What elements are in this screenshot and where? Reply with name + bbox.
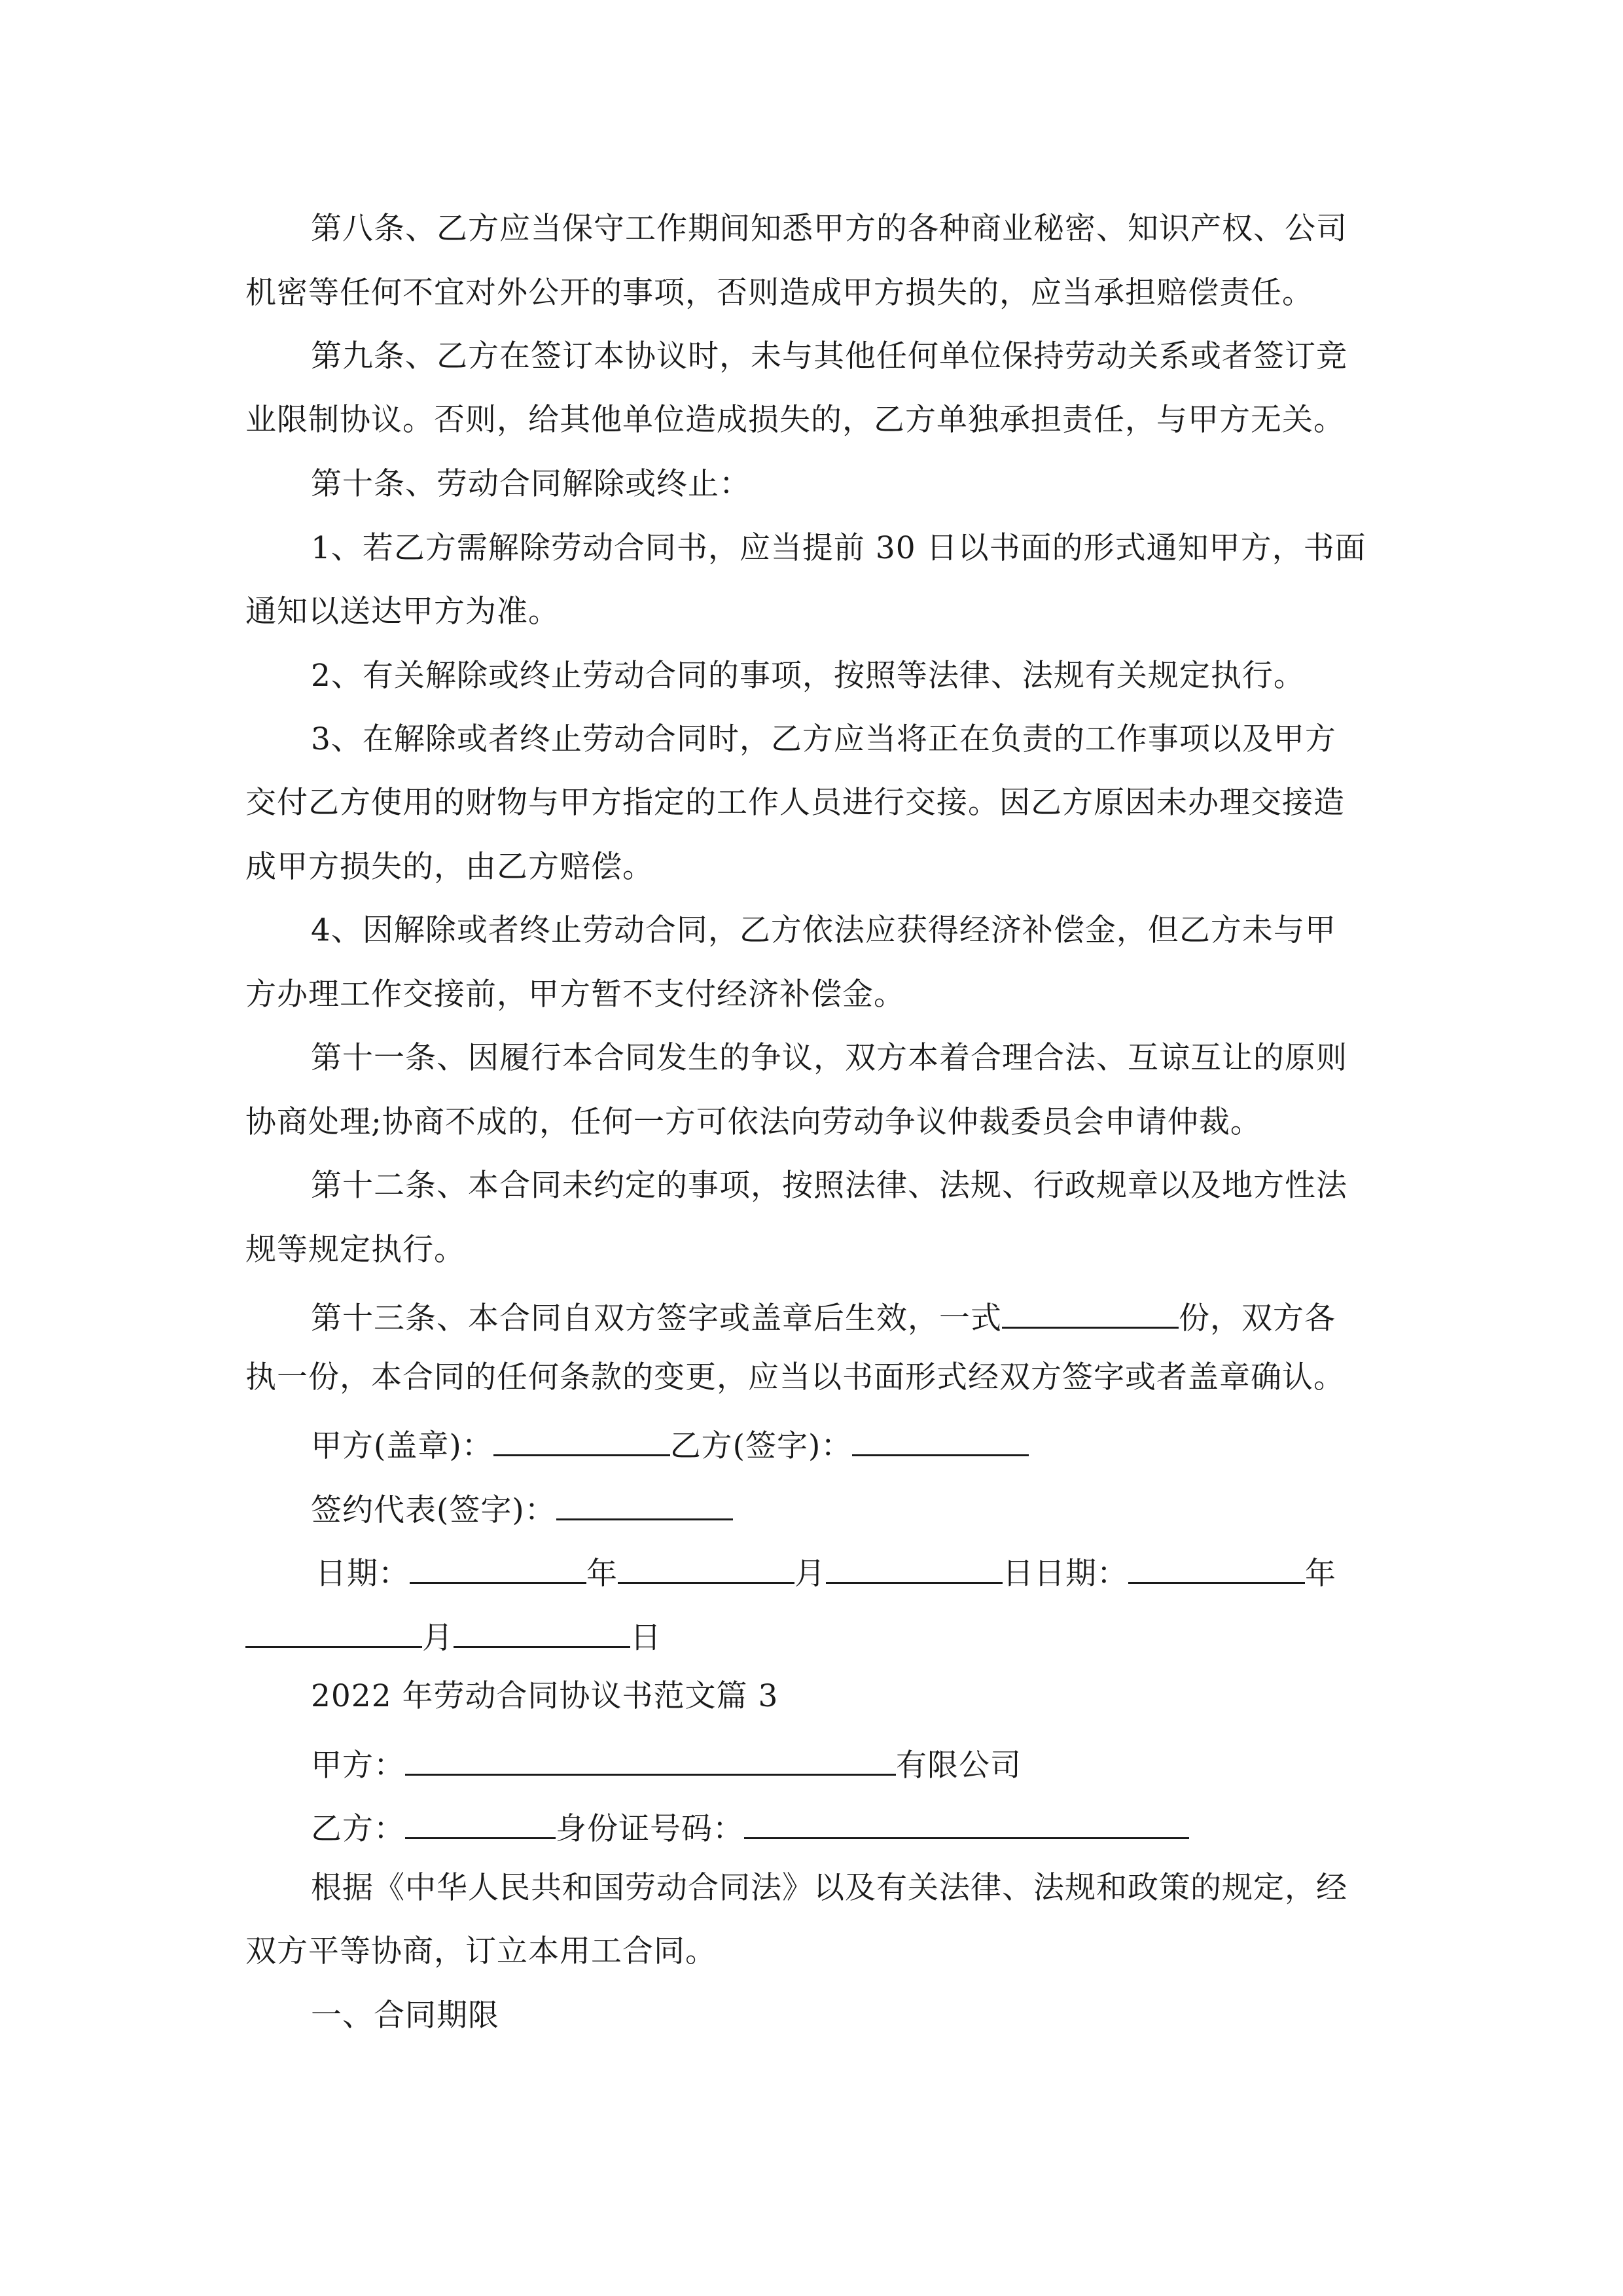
- month-label-2: 月: [422, 1620, 454, 1656]
- party-a-company-blank[interactable]: [405, 1741, 896, 1776]
- date-line-1: [315, 1549, 1454, 1592]
- chapter1-heading: 一、合同期限: [311, 1998, 499, 2034]
- article10-item4-line2: 方办理工作交接前，甲方暂不支付经济补偿金。: [245, 977, 905, 1013]
- date-a-year-blank[interactable]: [410, 1549, 586, 1584]
- article10-item3-line3: 成甲方损失的，由乙方赔偿。: [245, 849, 654, 885]
- day-label: 日: [630, 1620, 662, 1656]
- section3-party-a-label: 甲方：: [311, 1748, 405, 1784]
- party-a-suffix: 有限公司: [896, 1748, 1022, 1784]
- article11-line1: 第十一条、因履行本合同发生的争议，双方本着合理合法、互谅互让的原则: [311, 1040, 1347, 1076]
- article11-line2: 协商处理;协商不成的，任何一方可依法向劳动争议仲裁委员会申请仲裁。: [245, 1104, 1262, 1140]
- party-b-sign-blank[interactable]: [852, 1422, 1029, 1456]
- article9-line2: 业限制协议。否则，给其他单位造成损失的，乙方单独承担责任，与甲方无关。: [245, 402, 1345, 438]
- party-b-sign-label: 乙方(签字)：: [669, 1428, 853, 1464]
- section3-heading: 2022 年劳动合同协议书范文篇 3: [311, 1678, 779, 1714]
- article8-line2: 机密等任何不宜对外公开的事项，否则造成甲方损失的，应当承担赔偿责任。: [245, 275, 1313, 311]
- date-line-2: [245, 1613, 1384, 1656]
- article13-line2: 执一份，本合同的任何条款的变更，应当以书面形式经双方签字或者盖章确认。: [245, 1359, 1345, 1395]
- article8-line1: 第八条、乙方应当保守工作期间知悉甲方的各种商业秘密、知识产权、公司: [311, 211, 1347, 247]
- article10-item1-line2: 通知以送达甲方为准。: [245, 594, 560, 630]
- date-a-day-blank[interactable]: [826, 1549, 1003, 1584]
- article12-line1: 第十二条、本合同未约定的事项，按照法律、法规、行政规章以及地方性法: [311, 1168, 1347, 1204]
- section3-party-a-line: [311, 1741, 1450, 1784]
- article12-line2: 规等规定执行。: [245, 1232, 465, 1268]
- party-a-seal-blank[interactable]: [493, 1422, 670, 1456]
- representative-label: 签约代表(签字)：: [311, 1492, 556, 1528]
- section3-intro-line1: 根据《中华人民共和国劳动合同法》以及有关法律、法规和政策的规定，经: [311, 1870, 1347, 1906]
- article10-item4-line1: 4、因解除或者终止劳动合同，乙方依法应获得经济补偿金，但乙方未与甲: [311, 912, 1336, 948]
- month-label: 月: [794, 1556, 826, 1592]
- article10-item1-line1: 1、若乙方需解除劳动合同书，应当提前 30 日以书面的形式通知甲方，书面: [311, 530, 1366, 566]
- article13-text-b: 份，双方各: [1179, 1300, 1336, 1336]
- section3-party-b-line: [311, 1804, 1450, 1847]
- party-a-seal-label: 甲方(盖章)：: [311, 1428, 493, 1464]
- date-a-month-blank[interactable]: [618, 1549, 794, 1584]
- section3-intro-line2: 双方平等协商，订立本用工合同。: [245, 1933, 717, 1969]
- section3-party-b-label: 乙方：: [311, 1811, 405, 1847]
- party-b-name-blank[interactable]: [405, 1804, 556, 1839]
- article10-item3-line2: 交付乙方使用的财物与甲方指定的工作人员进行交接。因乙方原因未办理交接造: [245, 785, 1345, 821]
- id-number-blank[interactable]: [744, 1804, 1189, 1839]
- article13-text-a: 第十三条、本合同自双方签字或盖章后生效，一式: [311, 1300, 1002, 1336]
- copies-count-blank[interactable]: [1002, 1294, 1179, 1329]
- article10-title: 第十条、劳动合同解除或终止：: [311, 466, 751, 502]
- article9-line1: 第九条、乙方在签订本协议时，未与其他任何单位保持劳动关系或者签订竞: [311, 338, 1347, 374]
- article10-item3-line1: 3、在解除或者终止劳动合同时，乙方应当将正在负责的工作事项以及甲方: [311, 721, 1336, 757]
- date-b-year-blank[interactable]: [1128, 1549, 1305, 1584]
- id-number-label: 身份证号码：: [556, 1811, 744, 1847]
- date-b-day-blank[interactable]: [454, 1613, 630, 1648]
- date-b-month-blank[interactable]: [245, 1613, 422, 1648]
- day-date-label: 日日期：: [1003, 1556, 1128, 1592]
- signature-parties-line: [311, 1422, 1450, 1464]
- year-label-2: 年: [1305, 1556, 1336, 1592]
- representative-sign-blank[interactable]: [556, 1486, 733, 1520]
- year-label: 年: [586, 1556, 618, 1592]
- article13-line1: [311, 1294, 1450, 1336]
- date-label: 日期：: [315, 1556, 410, 1592]
- representative-line: [311, 1486, 1450, 1528]
- article10-item2-line1: 2、有关解除或终止劳动合同的事项，按照等法律、法规有关规定执行。: [311, 658, 1305, 694]
